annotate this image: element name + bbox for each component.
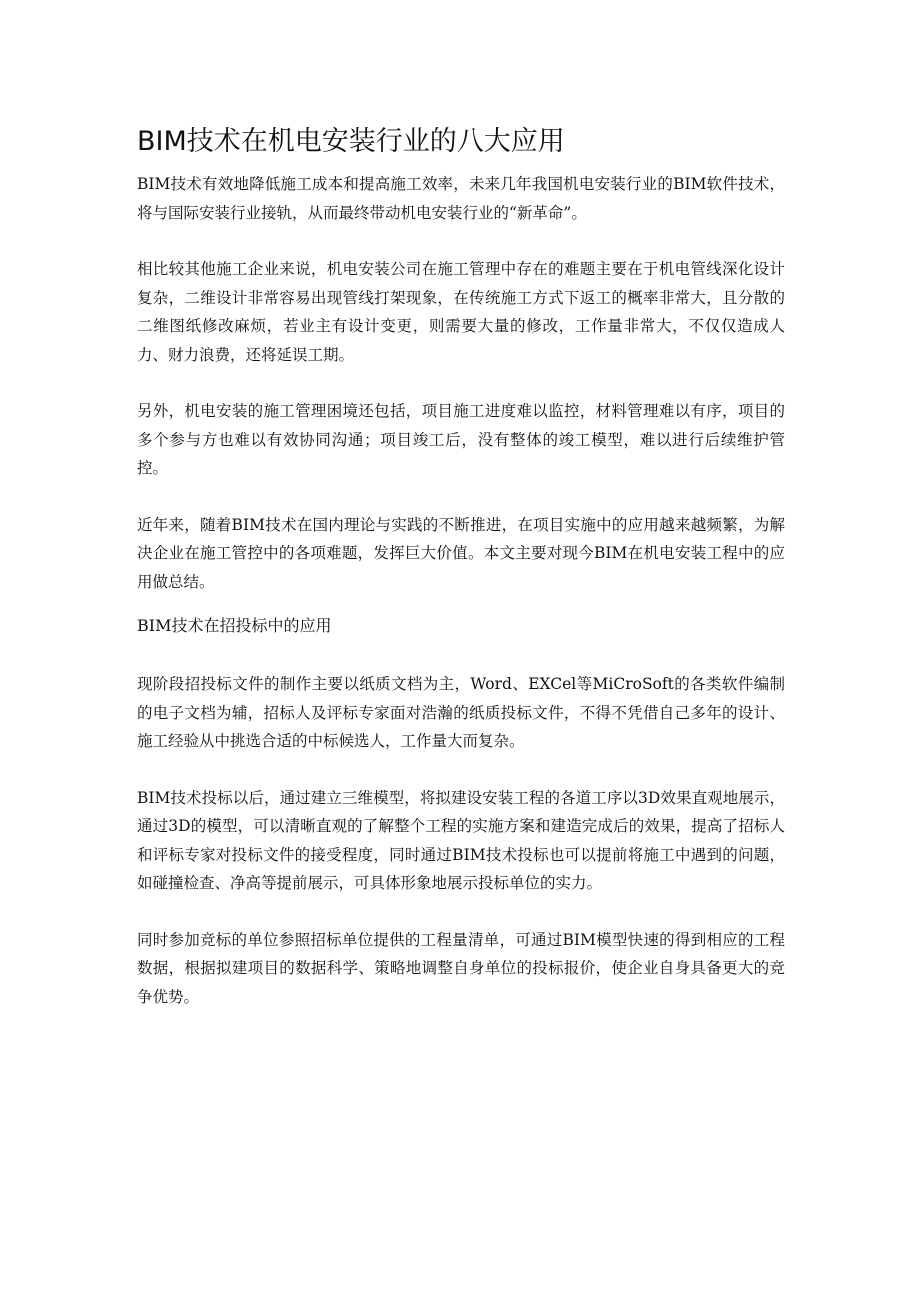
section-heading-bidding: BIM技术在招投标中的应用	[137, 616, 332, 635]
document-title: BIM技术在机电安装行业的八大应用	[137, 126, 565, 157]
document-page	[137, 122, 785, 1011]
section-paragraph-1: 现阶段招投标文件的制作主要以纸质文档为主，Word、EXCel等MiCroSoft的各类软件编制的电子文档为辅，招标人及评标专家面对浩瀚的纸质投标文件，不得不凭借自己多年的设计、施工经验从中挑选合适的中标候选人，工作量大而复杂。	[137, 675, 785, 750]
intro-paragraph-3: 另外，机电安装的施工管理困境还包括，项目施工进度难以监控，材料管理难以有序，项目的多个参与方也难以有效协同沟通；项目竣工后，没有整体的竣工模型，难以进行后续维护管控。	[137, 402, 785, 477]
section-paragraph-3: 同时参加竞标的单位参照招标单位提供的工程量清单，可通过BIM模型快速的得到相应的工程数据，根据拟建项目的数据科学、策略地调整自身单位的投标报价，使企业自身具备更大的竞争优势。	[137, 930, 785, 1006]
section-paragraph-2: BIM技术投标以后，通过建立三维模型，将拟建设安装工程的各道工序以3D效果直观地展示，通过3D的模型，可以清晰直观的了解整个工程的实施方案和建造完成后的效果，提高了招标人和评标专家对投标文件的接受程度，同时通过BIM技术投标也可以提前将施工中遇到的问题，如碰撞检查、净高等提前展示，可具体形象地展示投标单位的实力。	[137, 788, 785, 892]
intro-paragraph-2: 相比较其他施工企业来说，机电安装公司在施工管理中存在的难题主要在于机电管线深化设计复杂，二维设计非常容易出现管线打架现象，在传统施工方式下返工的概率非常大，且分散的二维图纸修改麻烦，若业主有设计变更，则需要大量的修改，工作量非常大，不仅仅造成人力、财力浪费，还将延误工期。	[137, 260, 785, 364]
intro-paragraph-1: BIM技术有效地降低施工成本和提高施工效率，未来几年我国机电安装行业的BIM软件技术，将与国际安装行业接轨，从而最终带动机电安装行业的“新革命”。	[137, 175, 785, 222]
intro-paragraph-4: 近年来，随着BIM技术在国内理论与实践的不断推进，在项目实施中的应用越来越频繁，为解决企业在施工管控中的各项难题，发挥巨大价值。本文主要对现今BIM在机电安装工程中的应用做总结。	[137, 515, 785, 591]
